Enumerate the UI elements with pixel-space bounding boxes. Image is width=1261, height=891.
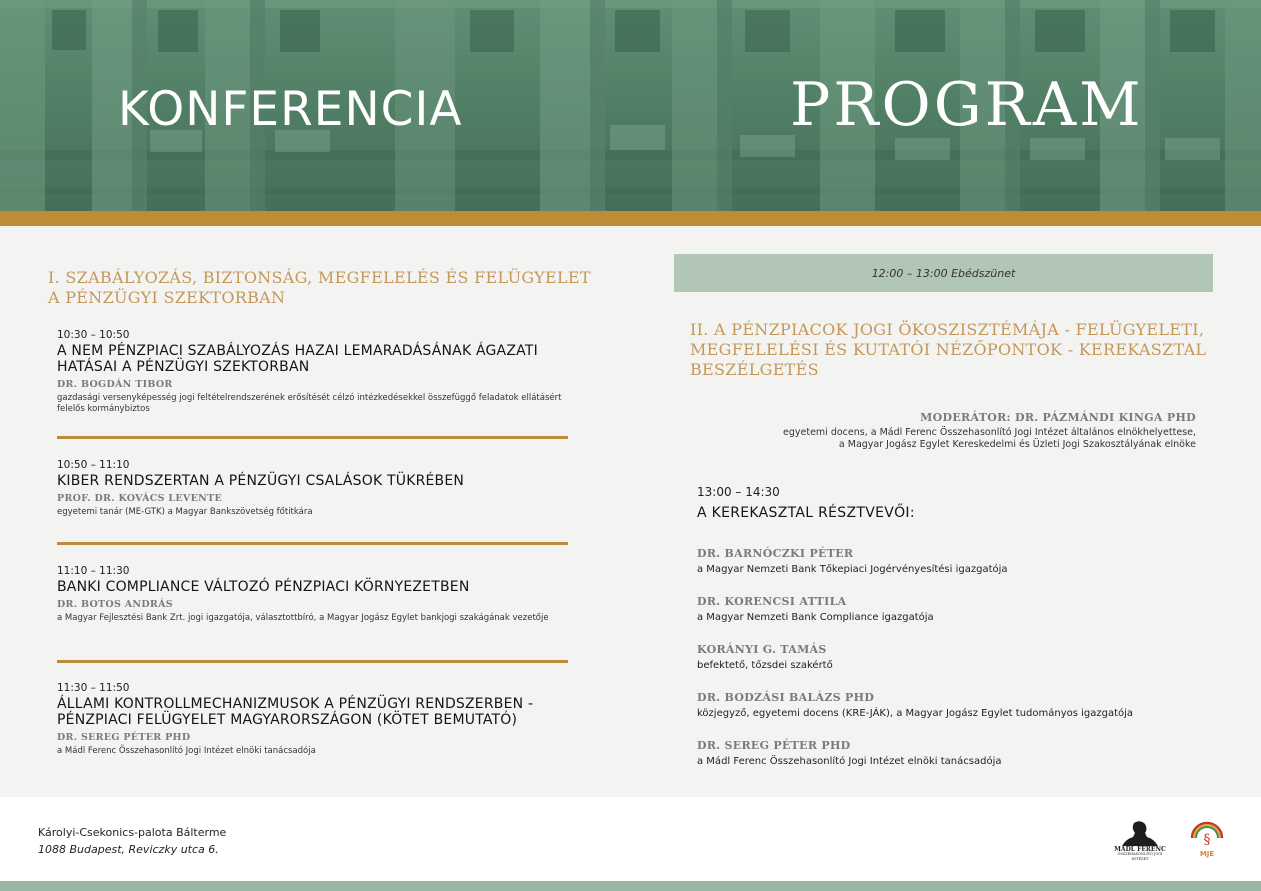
- venue-address: 1088 Budapest, Reviczky utca 6.: [38, 843, 219, 856]
- session-time: 10:30 – 10:50: [57, 329, 130, 341]
- session-item: [57, 681, 577, 757]
- session-item: [57, 564, 577, 624]
- venue-name: Károlyi-Csekonics-palota Bálterme: [38, 826, 227, 839]
- mje-emblem-icon: [1186, 816, 1228, 862]
- moderator-role-line-1: egyetemi docens, a Mádl Ferenc Összehasonlító Jogi Intézet általános elnökhelyettese,: [783, 427, 1196, 438]
- lunch-break-banner: [674, 254, 1213, 292]
- session-divider: [57, 436, 568, 439]
- lunch-break-label: 12:00 – 13:00 Ebédszünet: [871, 266, 1016, 280]
- paragraph-sign: §: [1203, 832, 1211, 848]
- hero-title-program: PROGRAM: [790, 70, 1144, 140]
- session-item: [57, 458, 577, 518]
- participant-name: DR. SEREG PÉTER PHD: [697, 739, 851, 752]
- participant-role: a Magyar Nemzeti Bank Tőkepiaci Jogérvényesítési igazgatója: [697, 564, 1008, 575]
- section-2-title: II. A PÉNZPIACOK JOGI ÖKOSZISZTÉMÁJA - FELÜGYELETI, MEGFELELÉSI ÉS KUTATÓI NÉZŐPONTOK - KEREKASZTAL BESZÉLGETÉS: [690, 320, 1207, 379]
- participant-role: közjegyző, egyetemi docens (KRE-JÁK), a Magyar Jogász Egylet tudományos igazgatója: [697, 708, 1134, 719]
- participant-item: [697, 739, 1217, 768]
- section-1-title: I. SZABÁLYOZÁS, BIZTONSÁG, MEGFELELÉS ÉS FELÜGYELET A PÉNZÜGYI SZEKTORBAN: [48, 268, 591, 307]
- hero-title-konferencia: KONFERENCIA: [118, 82, 463, 137]
- session-speaker: DR. BOTOS ANDRÁS: [57, 599, 173, 610]
- session-speaker: DR. BOGDÁN TIBOR: [57, 379, 173, 390]
- session-time: 10:50 – 11:10: [57, 459, 130, 471]
- participant-role: a Magyar Nemzeti Bank Compliance igazgatója: [697, 612, 934, 623]
- session-time: 11:10 – 11:30: [57, 565, 130, 577]
- session-title: KIBER RENDSZERTAN A PÉNZÜGYI CSALÁSOK TÜKRÉBEN: [57, 473, 465, 489]
- mje-logo: [1186, 816, 1228, 862]
- session-title: ÁLLAMI KONTROLLMECHANIZMUSOK A PÉNZÜGYI RENDSZERBEN - PÉNZPIACI FELÜGYELET MAGYARORSZÁGON (KÖTET BEMUTATÓ): [57, 696, 534, 728]
- participant-name: DR. BODZÁSI BALÁZS PHD: [697, 691, 875, 704]
- session-speaker-role: a Mádl Ferenc Összehasonlító Jogi Intézet elnöki tanácsadója: [57, 746, 316, 756]
- participant-item: [697, 547, 1217, 576]
- participant-name: KORÁNYI G. TAMÁS: [697, 643, 827, 656]
- bottom-green-band: [0, 881, 1261, 891]
- session-speaker-role: egyetemi tanár (ME-GTK) a Magyar Bankszövetség főtitkára: [57, 507, 313, 517]
- logo-text: MÁDL FERENC: [1114, 846, 1166, 853]
- roundtable-time: 13:00 – 14:30: [697, 485, 780, 499]
- moderator-block: [676, 411, 1196, 451]
- session-speaker-role: a Magyar Fejlesztési Bank Zrt. jogi igazgatója, választottbíró, a Magyar Jogász Egylet bankjogi szakágának vezetője: [57, 613, 549, 623]
- footer: [0, 797, 1261, 881]
- moderator-role-line-2: a Magyar Jogász Egylet Kereskedelmi és Üzleti Jogi Szakosztályának elnöke: [838, 439, 1196, 450]
- participant-role: a Mádl Ferenc Összehasonlító Jogi Intézet elnöki tanácsadója: [697, 756, 1002, 767]
- roundtable-title: A KEREKASZTAL RÉSZTVEVŐI:: [697, 505, 915, 521]
- participant-item: [697, 691, 1217, 720]
- gold-divider-band: [0, 211, 1261, 226]
- moderator-name: MODERÁTOR: DR. PÁZMÁNDI KINGA PHD: [920, 411, 1196, 424]
- logo-subtext: ÖSSZEHASONLÍTÓ JOGI INTÉZET: [1117, 852, 1163, 861]
- participant-item: [697, 643, 1217, 672]
- participant-role: befektető, tőzsdei szakértő: [697, 660, 833, 671]
- session-time: 11:30 – 11:50: [57, 682, 130, 694]
- session-speaker-role: gazdasági versenyképesség jogi feltételrendszerének erősítését célzó intézkedésekkel összefüggő feladatok ellátásért felelős kormánybiztos: [57, 393, 562, 414]
- session-speaker: PROF. DR. KOVÁCS LEVENTE: [57, 493, 223, 504]
- madl-ferenc-logo: [1114, 819, 1166, 861]
- hero-banner: [0, 0, 1261, 211]
- bust-icon: [1114, 819, 1166, 847]
- session-divider: [57, 542, 568, 545]
- session-divider: [57, 660, 568, 663]
- session-title: BANKI COMPLIANCE VÁLTOZÓ PÉNZPIACI KÖRNYEZETBEN: [57, 579, 470, 595]
- session-item: [57, 328, 577, 414]
- session-title: A NEM PÉNZPIACI SZABÁLYOZÁS HAZAI LEMARADÁSÁNAK ÁGAZATI HATÁSAI A PÉNZÜGYI SZEKTORBAN: [57, 343, 538, 375]
- participant-name: DR. KORENCSI ATTILA: [697, 595, 847, 608]
- session-speaker: DR. SEREG PÉTER PHD: [57, 732, 191, 743]
- participant-item: [697, 595, 1217, 624]
- mje-label: MJE: [1199, 850, 1215, 858]
- participant-name: DR. BARNÓCZKI PÉTER: [697, 547, 854, 560]
